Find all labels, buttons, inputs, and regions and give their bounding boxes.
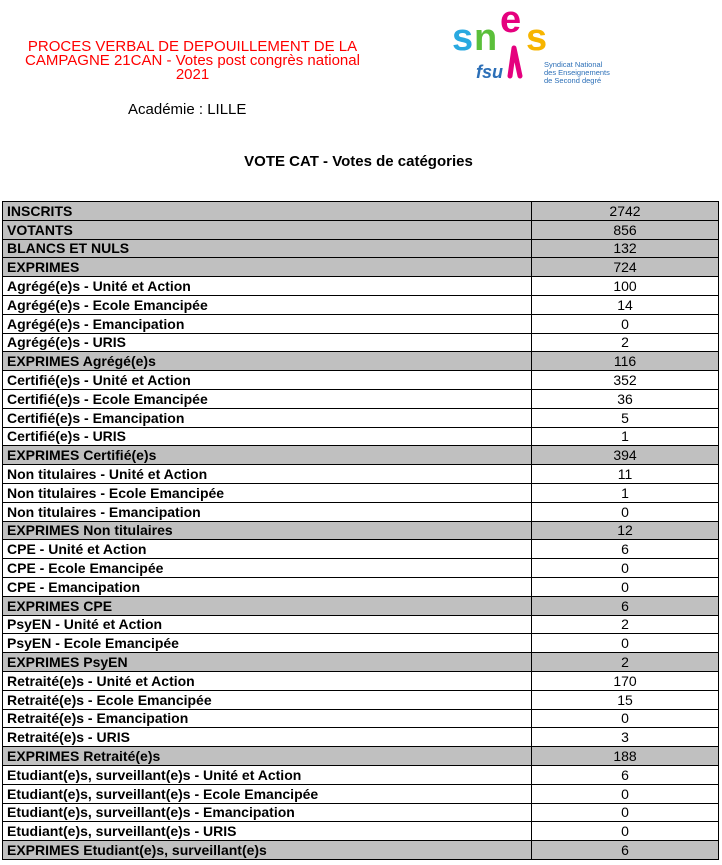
table-row: [3, 314, 719, 333]
table-row: [3, 690, 719, 709]
total-row: [3, 202, 719, 221]
row-value: 0: [532, 709, 719, 728]
table-row: [3, 803, 719, 822]
table-row: [3, 765, 719, 784]
row-value: 15: [532, 690, 719, 709]
total-row: [3, 521, 719, 540]
row-value: 12: [532, 521, 719, 540]
row-value: 116: [532, 352, 719, 371]
row-value: 6: [532, 841, 719, 860]
section-title: VOTE CAT - Votes de catégories: [244, 153, 473, 170]
row-label: INSCRITS: [3, 202, 532, 221]
row-value: 0: [532, 502, 719, 521]
row-value: 1: [532, 483, 719, 502]
row-label: EXPRIMES Retraité(e)s: [3, 747, 532, 766]
row-label: CPE - Emancipation: [3, 577, 532, 596]
row-label: EXPRIMES Etudiant(e)s, surveillant(e)s: [3, 841, 532, 860]
svg-text:s: s: [452, 17, 474, 59]
total-row: [3, 653, 719, 672]
table-row: [3, 502, 719, 521]
table-row: [3, 577, 719, 596]
row-value: 188: [532, 747, 719, 766]
row-value: 856: [532, 220, 719, 239]
row-value: 14: [532, 295, 719, 314]
row-value: 0: [532, 559, 719, 578]
svg-text:Syndicat National: Syndicat National: [544, 60, 603, 69]
row-value: 11: [532, 465, 719, 484]
table-row: [3, 540, 719, 559]
table-row: [3, 634, 719, 653]
row-value: 0: [532, 634, 719, 653]
row-value: 100: [532, 277, 719, 296]
row-label: Certifié(e)s - Emancipation: [3, 408, 532, 427]
row-label: Non titulaires - Unité et Action: [3, 465, 532, 484]
results-table: [2, 201, 719, 860]
table-row: [3, 671, 719, 690]
row-label: Etudiant(e)s, surveillant(e)s - Ecole Emancipée: [3, 784, 532, 803]
table-row: [3, 822, 719, 841]
academie-label: Académie : LILLE: [128, 101, 247, 118]
svg-text:des Enseignements: des Enseignements: [544, 68, 610, 77]
row-value: 352: [532, 371, 719, 390]
row-label: Retraité(e)s - URIS: [3, 728, 532, 747]
table-row: [3, 728, 719, 747]
row-label: Retraité(e)s - Ecole Emancipée: [3, 690, 532, 709]
row-label: EXPRIMES: [3, 258, 532, 277]
row-label: Agrégé(e)s - Unité et Action: [3, 277, 532, 296]
row-value: 0: [532, 822, 719, 841]
snes-fsu-logo: [452, 10, 632, 92]
table-row: [3, 784, 719, 803]
table-row: [3, 333, 719, 352]
row-label: VOTANTS: [3, 220, 532, 239]
row-label: Certifié(e)s - Ecole Emancipée: [3, 389, 532, 408]
title-line: 2021: [175, 66, 210, 83]
total-row: [3, 220, 719, 239]
table-row: [3, 389, 719, 408]
row-label: PsyEN - Unité et Action: [3, 615, 532, 634]
row-value: 0: [532, 314, 719, 333]
row-label: Agrégé(e)s - Emancipation: [3, 314, 532, 333]
row-label: EXPRIMES Agrégé(e)s: [3, 352, 532, 371]
table-row: [3, 408, 719, 427]
table-row: [3, 483, 719, 502]
row-label: EXPRIMES Certifié(e)s: [3, 446, 532, 465]
row-value: 0: [532, 577, 719, 596]
row-value: 2: [532, 333, 719, 352]
title-line: CAMPAGNE 21CAN - Votes post congrès national: [25, 52, 360, 69]
table-row: [3, 559, 719, 578]
total-row: [3, 747, 719, 766]
svg-text:fsu: fsu: [476, 62, 503, 82]
table-row: [3, 371, 719, 390]
total-row: [3, 258, 719, 277]
row-value: 132: [532, 239, 719, 258]
row-value: 6: [532, 540, 719, 559]
row-value: 2742: [532, 202, 719, 221]
row-label: Non titulaires - Emancipation: [3, 502, 532, 521]
row-value: 0: [532, 803, 719, 822]
row-value: 6: [532, 596, 719, 615]
page-title: [0, 40, 385, 82]
row-label: Etudiant(e)s, surveillant(e)s - Emancipation: [3, 803, 532, 822]
row-value: 36: [532, 389, 719, 408]
row-value: 170: [532, 671, 719, 690]
title-line: PROCES VERBAL DE DEPOUILLEMENT DE LA: [27, 38, 358, 55]
total-row: [3, 239, 719, 258]
row-value: 5: [532, 408, 719, 427]
row-value: 1: [532, 427, 719, 446]
table-row: [3, 277, 719, 296]
table-row: [3, 709, 719, 728]
svg-text:e: e: [500, 10, 522, 41]
total-row: [3, 352, 719, 371]
row-value: 3: [532, 728, 719, 747]
row-label: CPE - Unité et Action: [3, 540, 532, 559]
row-label: Agrégé(e)s - URIS: [3, 333, 532, 352]
svg-text:s: s: [526, 17, 548, 59]
table-row: [3, 465, 719, 484]
row-label: PsyEN - Ecole Emancipée: [3, 634, 532, 653]
svg-text:n: n: [474, 17, 498, 59]
row-value: 724: [532, 258, 719, 277]
row-label: Retraité(e)s - Emancipation: [3, 709, 532, 728]
row-value: 2: [532, 615, 719, 634]
total-row: [3, 596, 719, 615]
row-label: EXPRIMES Non titulaires: [3, 521, 532, 540]
table-row: [3, 295, 719, 314]
total-row: [3, 841, 719, 860]
row-value: 6: [532, 765, 719, 784]
total-row: [3, 446, 719, 465]
table-row: [3, 615, 719, 634]
row-label: Certifié(e)s - URIS: [3, 427, 532, 446]
row-value: 394: [532, 446, 719, 465]
table-row: [3, 427, 719, 446]
row-label: Agrégé(e)s - Ecole Emancipée: [3, 295, 532, 314]
row-label: Non titulaires - Ecole Emancipée: [3, 483, 532, 502]
row-label: Retraité(e)s - Unité et Action: [3, 671, 532, 690]
row-label: Etudiant(e)s, surveillant(e)s - Unité et Action: [3, 765, 532, 784]
row-label: Certifié(e)s - Unité et Action: [3, 371, 532, 390]
row-label: Etudiant(e)s, surveillant(e)s - URIS: [3, 822, 532, 841]
row-value: 0: [532, 784, 719, 803]
row-label: EXPRIMES PsyEN: [3, 653, 532, 672]
row-label: EXPRIMES CPE: [3, 596, 532, 615]
row-label: BLANCS ET NULS: [3, 239, 532, 258]
svg-text:de Second degré: de Second degré: [544, 76, 602, 85]
row-label: CPE - Ecole Emancipée: [3, 559, 532, 578]
row-value: 2: [532, 653, 719, 672]
